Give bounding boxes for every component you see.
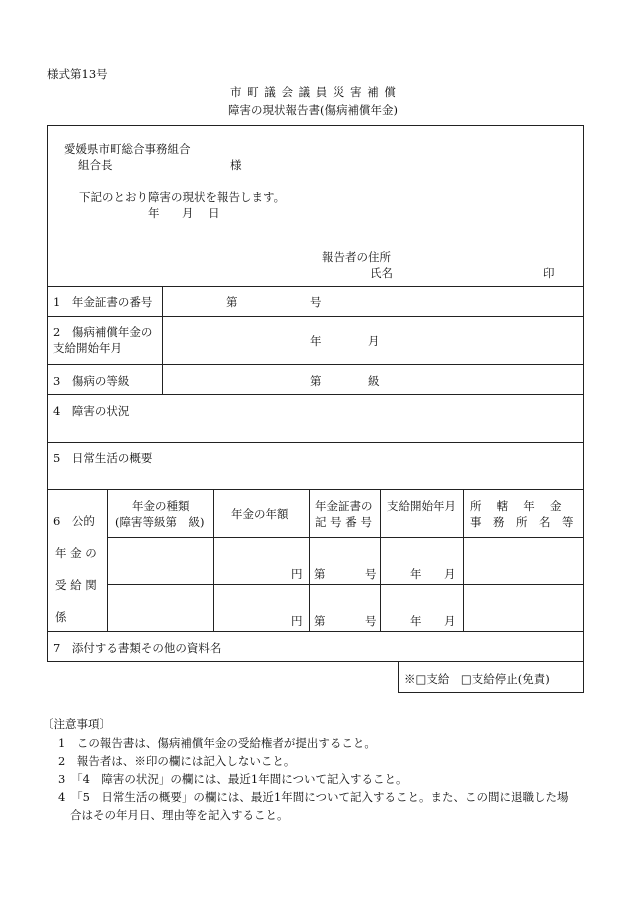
column-divider (309, 489, 310, 631)
certificate-prefix: 第 (226, 295, 238, 309)
disability-status-label: 4 障害の状況 (53, 404, 130, 418)
public-pension-label-a: 6 公的 (53, 514, 95, 528)
row-divider (47, 489, 584, 490)
date-month[interactable]: 月 (182, 206, 194, 220)
addressee-honorific: 様 (230, 158, 242, 172)
date-day[interactable]: 日 (208, 206, 220, 220)
column-divider (162, 286, 163, 394)
start-date-label-b: 支給開始年月 (53, 341, 122, 355)
public-pension-label-c: 受 給 関 (55, 578, 97, 592)
seal-mark: 印 (543, 266, 555, 280)
injury-grade-label: 3 傷病の等級 (53, 374, 130, 388)
form-number: 様式第13号 (47, 67, 108, 81)
column-divider (213, 489, 214, 631)
start-year: 年 (310, 334, 322, 348)
column-divider (380, 489, 381, 631)
note-item: 4 「5 日常生活の概要」の欄には、最近1年間について記入すること。また、この間に退職した場 (58, 790, 569, 804)
pension-start-month: 月 (444, 614, 456, 628)
col-certificate-b: 記 号 番 号 (315, 515, 372, 529)
start-date-label-a: 2 傷病補償年金の (53, 325, 153, 339)
column-divider (107, 489, 108, 631)
pension-start-year: 年 (410, 614, 422, 628)
addressee-org: 愛媛県市町総合事務組合 (64, 142, 191, 156)
note-item-continued: 合はその年月日、理由等を記入すること。 (70, 808, 289, 822)
note-item: 3 「4 障害の状況」の欄には、最近1年間について記入すること。 (58, 772, 408, 786)
cert-prefix: 第 (314, 614, 326, 628)
row-divider (47, 631, 584, 632)
start-month: 月 (368, 334, 380, 348)
reporter-name-label: 氏名 (370, 266, 393, 280)
col-pension-amount: 年金の年額 (231, 507, 289, 521)
row-divider (107, 584, 584, 585)
row-divider (47, 442, 584, 443)
row-divider (47, 316, 584, 317)
pension-start-year: 年 (410, 567, 422, 581)
col-pension-type-a: 年金の種類 (132, 499, 190, 513)
public-pension-label-b: 年 金 の (55, 546, 97, 560)
grade-suffix: 級 (368, 374, 380, 388)
certificate-suffix: 号 (310, 295, 322, 309)
cert-suffix: 号 (365, 567, 377, 581)
date-year[interactable]: 年 (148, 206, 160, 220)
reporter-address-label: 報告者の住所 (322, 250, 391, 264)
addressee-head: 組合長 (78, 158, 113, 172)
notes-heading: 〔注意事項〕 (42, 717, 111, 731)
cert-prefix: 第 (314, 567, 326, 581)
column-divider (463, 489, 464, 631)
row-divider (47, 394, 584, 395)
note-item: 2 報告者は、※印の欄には記入しないこと。 (58, 754, 296, 768)
row-divider (47, 364, 584, 365)
grade-prefix: 第 (310, 374, 322, 388)
payment-status-options[interactable]: ※□支給 □支給停止(免責) (404, 672, 550, 686)
row-divider (47, 286, 584, 287)
form-title-line1: 市 町 議 会 議 員 災 害 補 償 (230, 85, 397, 99)
intro-text: 下記のとおり障害の現状を報告します。 (79, 190, 286, 204)
col-office-b: 事 務 所 名 等 (470, 515, 574, 529)
col-pension-type-b: (障害等級第 級) (115, 515, 205, 529)
note-item: 1 この報告書は、傷病補償年金の受給権者が提出すること。 (58, 736, 376, 750)
attached-documents-label: 7 添付する書類その他の資料名 (53, 641, 222, 655)
daily-life-summary-label: 5 日常生活の概要 (53, 451, 153, 465)
amount-yen: 円 (291, 567, 303, 581)
row-divider (107, 537, 584, 538)
public-pension-label-d: 係 (55, 610, 67, 624)
amount-yen: 円 (291, 614, 303, 628)
pension-start-month: 月 (444, 567, 456, 581)
col-certificate-a: 年金証書の (315, 499, 373, 513)
cert-suffix: 号 (365, 614, 377, 628)
form-title-line2: 障害の現状報告書(傷病補償年金) (228, 103, 398, 117)
col-office-a: 所 轄 年 金 (470, 499, 562, 513)
pension-certificate-number-label: 1 年金証書の番号 (53, 295, 153, 309)
col-start-month: 支給開始年月 (387, 499, 456, 513)
